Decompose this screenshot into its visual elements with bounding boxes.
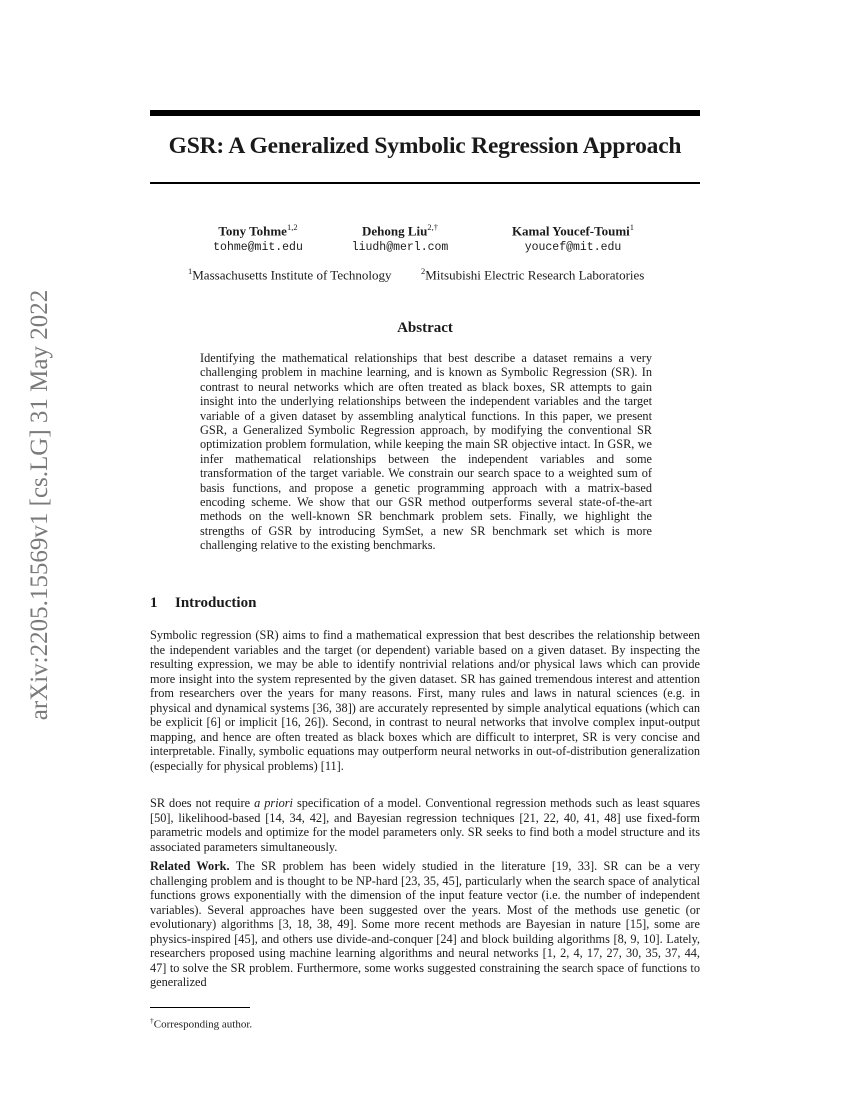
author-name: Kamal Youcef-Toumi$^1$ [511, 222, 635, 239]
title-bottom-rule [150, 182, 700, 184]
intro-paragraph-2: SR does not require a priori specification of a model. Conventional regression methods such as least squares [50], likelihood-based [14, 34, 42], and Bayesian regression techniques [21, 22, 40, 41, 48] use fixed-form parametric models and optimize for the model parameters only. SR seeks to find both a model structure and its associated parameters simultaneously. [150, 796, 700, 854]
footnote: †Corresponding author. [150, 1016, 253, 1031]
abstract-text: Identifying the mathematical relationships that best describe a dataset remains a very challenging problem in machine learning, and is known as Symbolic Regression (SR). In contrast to neural networks which are often treated as black boxes, SR attempts to gain insight into the underlying relationships between the independent variables and the target variable of a given dataset by assembling analytical functions. In this paper, we present GSR, a Generalized Symbolic Regression approach, by modifying the conventional SR optimization problem formulation, while keeping the main SR objective intact. In GSR, we infer mathematical relationships between the independent variables and some transformation of the target variable. We constrain our search space to a weighted sum of basis functions, and propose a genetic programming approach with a matrix-based encoding scheme. We show that our GSR method outperforms several state-of-the-art methods on the well-known SR benchmark problem sets. Finally, we highlight the strengths of GSR by introducing SymSet, a new SR benchmark set which is more challenging relative to the existing benchmarks. [200, 351, 652, 553]
italic-term: a priori [254, 796, 293, 810]
arxiv-identifier: arXiv:2205.15569v1 [cs.LG] 31 May 2022 [26, 289, 53, 721]
author-block-3 [463, 222, 683, 254]
paper-title: GSR: A Generalized Symbolic Regression Approach [168, 133, 682, 159]
author-email[interactable]: youcef@mit.edu [524, 241, 622, 255]
author-email[interactable]: tohme@mit.edu [213, 241, 303, 255]
abstract-heading: Abstract [397, 320, 453, 336]
affiliation-2: $^2$Mitsubishi Electric Research Laboratories [421, 266, 645, 283]
author-email[interactable]: liudh@merl.com [351, 241, 449, 255]
section-heading-introduction [150, 595, 256, 612]
section-number: 1 [150, 595, 158, 611]
author-name: Dehong Liu$^{2,\dagger}$ [361, 222, 438, 239]
intro-paragraph-1: Symbolic regression (SR) aims to find a mathematical expression that best describes the relationship between the independent variables and the target (or dependent) variable based on a given dataset. By inspecting the resulting expression, we may be able to identify nontrivial relations and/or physical laws which can provide more insight into the system represented by the given dataset. SR has gained tremendous interest and attention from researchers over the years for many reasons. First, many rules and laws in natural sciences (e.g. in physical and dynamical systems [36, 38]) are accurately represented by simple analytical equations (which can be explicit [6] or implicit [16, 26]). Second, in contrast to neural networks that involve complex input-output mapping, and hence are often treated as black boxes which are difficult to interpret, SR is very concise and interpretable. Finally, symbolic equations may outperform neural networks in out-of-distribution generalization (especially for physical problems) [11]. [150, 628, 700, 773]
related-work-lead: Related Work. [150, 859, 230, 873]
related-work-paragraph: Related Work. The SR problem has been widely studied in the literature [19, 33]. SR can be a very challenging problem and is thought to be NP-hard [23, 35, 45], particularly when the search space of analytical functions grows exponentially with the dimension of the input feature vector (i.e. the number of independent variables). Several approaches have been suggested over the years. Most of the methods use genetic (or evolutionary) algorithms [3, 18, 38, 49]. Some more recent methods are Bayesian in nature [15], some are physics-inspired [45], and others use divide-and-conquer [24] and block building algorithms [8, 9, 10]. Lately, researchers proposed using machine learning algorithms and neural networks [1, 2, 4, 17, 27, 30, 35, 37, 44, 47] to solve the SR problem. Furthermore, some works suggested constraining the search space of functions to generalized [150, 859, 700, 989]
footnote-rule [150, 1007, 250, 1008]
title-top-rule [150, 110, 700, 116]
affiliation-1: $^1$Massachusetts Institute of Technology [188, 266, 392, 283]
section-title: Introduction [175, 595, 257, 611]
author-name: Tony Tohme$^{1,2}$ [218, 222, 298, 239]
